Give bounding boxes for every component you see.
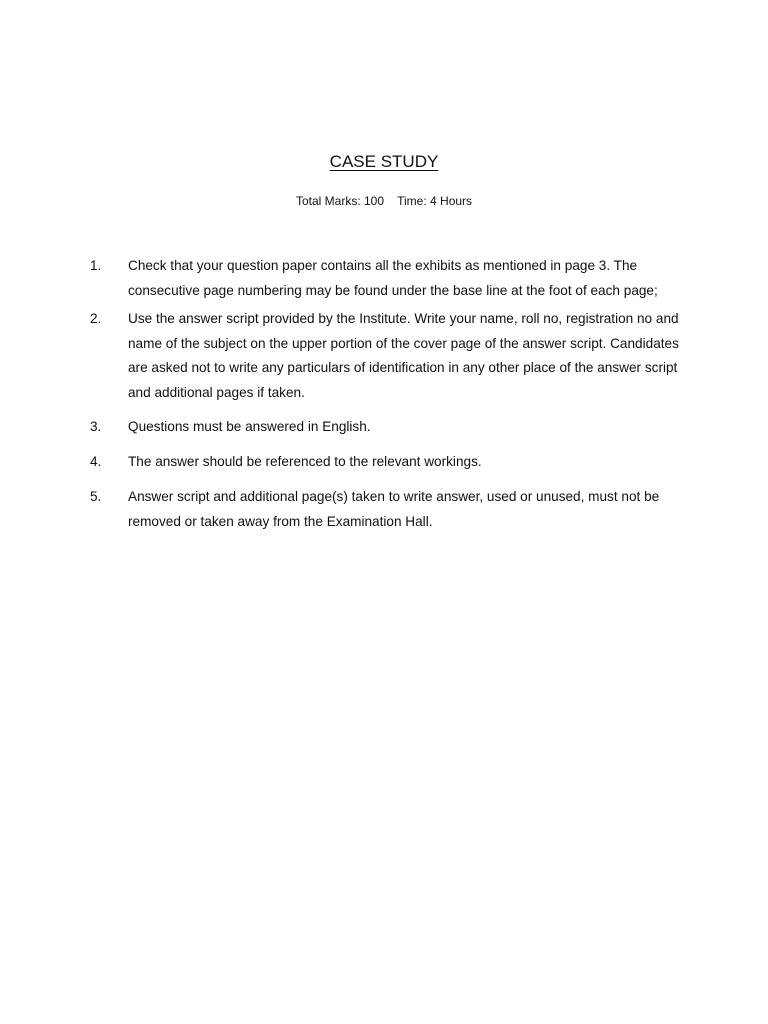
instructions-list (90, 254, 690, 544)
list-item (90, 450, 690, 475)
item-number: 4. (90, 453, 102, 469)
item-number: 3. (90, 419, 102, 434)
item-text: The answer should be referenced to the relevant workings. (128, 453, 482, 469)
item-text: Check that your question paper contains all the exhibits as mentioned in page 3. The consecutive page numbering may be found under the base line at the foot of each page; (128, 258, 658, 298)
item-text: Questions must be answered in English. (128, 419, 371, 434)
item-number: 2. (90, 311, 102, 326)
list-item (90, 485, 690, 534)
item-number: 5. (90, 489, 102, 504)
item-number: 1. (90, 258, 102, 273)
item-text: Answer script and additional page(s) taken to write answer, used or unused, must not be removed or taken away from the Examination Hall. (128, 489, 660, 529)
page-title: CASE STUDY (329, 152, 439, 171)
list-item (90, 415, 690, 440)
list-item (90, 254, 690, 303)
list-item (90, 307, 690, 405)
marks-and-time: Total Marks: 100 Time: 4 Hours (295, 194, 473, 208)
item-text: Use the answer script provided by the Institute. Write your name, roll no, registration no and name of the subject on the upper portion of the cover page of the answer script. Candidates are asked not to write any particulars of identification in any other place of the answer script and additional pages if taken. (128, 311, 679, 400)
